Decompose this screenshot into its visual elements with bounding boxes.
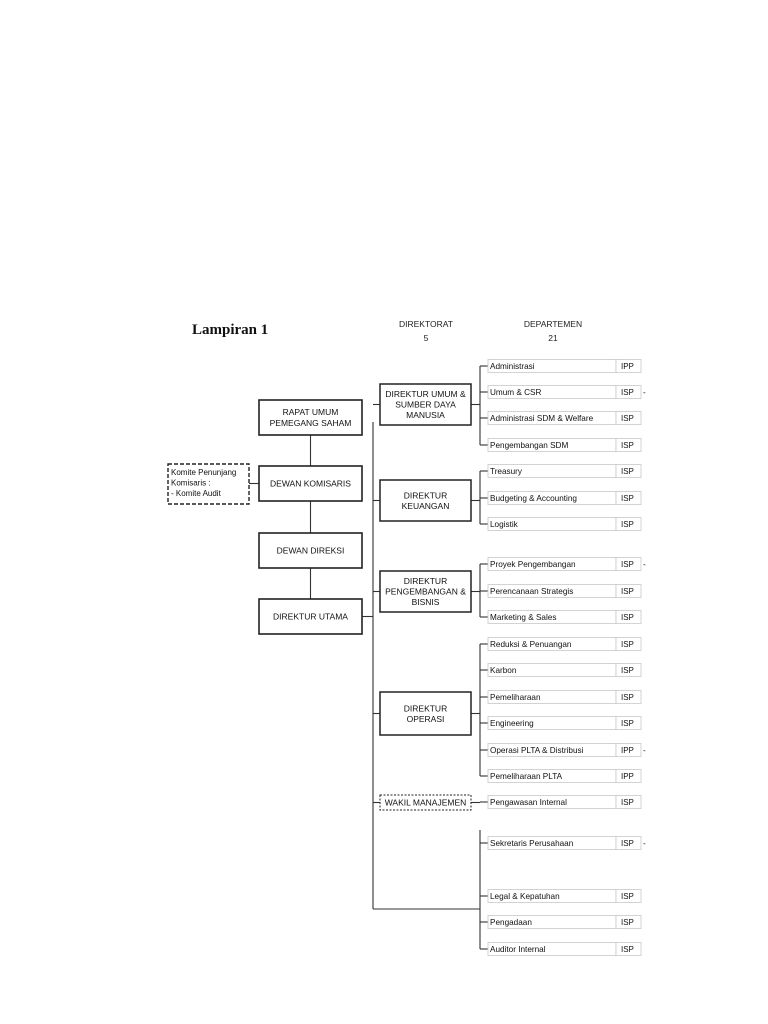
- box-rups-line: RAPAT UMUM: [282, 407, 339, 417]
- department-name: Administrasi SDM & Welfare: [490, 414, 594, 423]
- department-code: ISP: [621, 666, 634, 675]
- department-name: Budgeting & Accounting: [490, 494, 577, 503]
- department-mark: -: [643, 746, 646, 755]
- direktorat-column-count: 5: [423, 333, 429, 343]
- department-code: ISP: [621, 640, 634, 649]
- department-mark: -: [643, 560, 646, 569]
- department-name: Administrasi: [490, 362, 535, 371]
- department-code: ISP: [621, 945, 634, 954]
- departemen-column-label: DEPARTEMEN: [523, 319, 583, 329]
- directorate-line: KEUANGAN: [401, 500, 450, 511]
- directorate-line: SUMBER DAYA: [395, 399, 456, 410]
- department-name: Pengawasan Internal: [490, 798, 567, 807]
- directorate-line: OPERASI: [406, 713, 445, 724]
- department-code: ISP: [621, 494, 634, 503]
- box-rups-line: PEMEGANG SAHAM: [269, 418, 352, 428]
- department-code: ISP: [621, 587, 634, 596]
- department-name: Operasi PLTA & Distribusi: [490, 746, 584, 755]
- department-code: IPP: [621, 362, 634, 371]
- department-code: ISP: [621, 613, 634, 622]
- department-name: Marketing & Sales: [490, 613, 557, 622]
- committee-text-line: Komite Penunjang: [171, 468, 237, 477]
- department-name: Engineering: [490, 719, 534, 728]
- department-name: Pemeliharaan: [490, 693, 541, 702]
- department-name: Pemeliharaan PLTA: [490, 772, 563, 781]
- directorate-line: BISNIS: [411, 597, 440, 607]
- directorate-line: WAKIL MANAJEMEN: [384, 797, 467, 808]
- department-name: Sekretaris Perusahaan: [490, 839, 574, 848]
- department-code: ISP: [621, 918, 634, 927]
- page-title: Lampiran 1: [192, 322, 269, 338]
- department-code: ISP: [621, 414, 634, 423]
- directorate-line: DIREKTUR: [403, 490, 448, 501]
- departemen-column-count: 21: [548, 333, 558, 343]
- department-name: Umum & CSR: [490, 388, 542, 397]
- box-dirut-line: DIREKTUR UTAMA: [273, 611, 348, 622]
- org-boxes: [168, 360, 646, 956]
- department-name: Pengadaan: [490, 918, 532, 927]
- department-name: Auditor Internal: [490, 945, 546, 954]
- department-code: ISP: [621, 839, 634, 848]
- department-name: Karbon: [490, 666, 517, 675]
- directorate-line: DIREKTUR: [403, 576, 448, 586]
- department-name: Logistik: [490, 520, 518, 529]
- department-name: Proyek Pengembangan: [490, 560, 576, 569]
- box-komisaris-line: DEWAN KOMISARIS: [270, 478, 351, 489]
- department-code: ISP: [621, 441, 634, 450]
- department-mark: -: [643, 388, 646, 397]
- department-name: Reduksi & Penuangan: [490, 640, 572, 649]
- department-name: Legal & Kepatuhan: [490, 892, 560, 901]
- department-name: Treasury: [490, 467, 522, 476]
- department-code: ISP: [621, 560, 634, 569]
- department-code: ISP: [621, 798, 634, 807]
- department-mark: -: [643, 839, 646, 848]
- department-name: Pengembangan SDM: [490, 441, 569, 450]
- direktorat-column-label: DIREKTORAT: [399, 319, 453, 329]
- department-code: ISP: [621, 693, 634, 702]
- department-name: Perencanaan Strategis: [490, 587, 574, 596]
- committee-text-line: - Komite Audit: [171, 489, 221, 498]
- connector-lines: [249, 366, 488, 949]
- directorate-line: DIREKTUR UMUM &: [385, 389, 466, 399]
- directorate-line: DIREKTUR: [403, 703, 448, 714]
- department-code: IPP: [621, 746, 634, 755]
- department-code: ISP: [621, 520, 634, 529]
- department-code: ISP: [621, 892, 634, 901]
- box-direksi-line: DEWAN DIREKSI: [276, 545, 345, 556]
- committee-text-line: Komisaris :: [171, 478, 211, 488]
- department-code: IPP: [621, 772, 634, 781]
- department-code: ISP: [621, 719, 634, 728]
- directorate-line: PENGEMBANGAN &: [385, 586, 466, 597]
- department-code: ISP: [621, 388, 634, 397]
- directorate-line: MANUSIA: [406, 410, 445, 420]
- department-code: ISP: [621, 467, 634, 476]
